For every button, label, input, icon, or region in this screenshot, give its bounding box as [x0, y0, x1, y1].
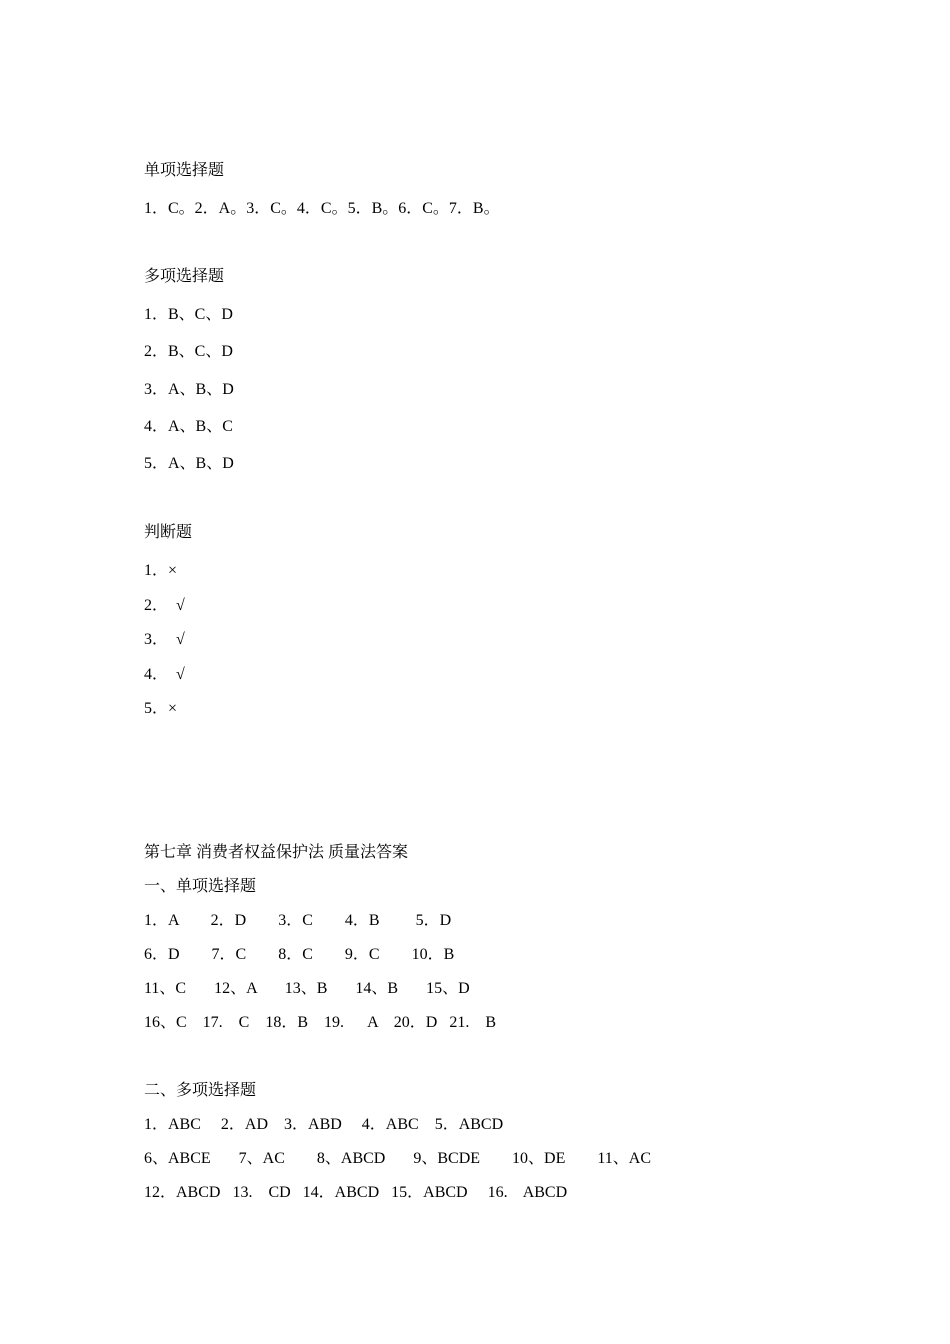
section-heading-single-choice: 单项选择题 [144, 162, 225, 179]
chapter-single-choice-row: 1．A 2．D 3．C 4．B 5．D [144, 912, 452, 929]
single-choice-answers: 1．C。2．A。3．C。4．C。5．B。6．C。7．B。 [144, 200, 500, 217]
chapter-single-choice-row: 6．D 7．C 8．C 9．C 10．B [144, 946, 455, 963]
chapter-multi-choice-row: 12．ABCD 13. CD 14．ABCD 15．ABCD 16. ABCD [144, 1184, 568, 1201]
true-false-answer: 2． √ [144, 597, 185, 614]
true-false-answer: 5．× [144, 700, 178, 717]
chapter-multi-choice-row: 1．ABC 2．AD 3．ABD 4．ABC 5．ABCD [144, 1116, 504, 1133]
chapter-single-choice-heading: 一、单项选择题 [144, 878, 257, 895]
true-false-answer: 4． √ [144, 666, 185, 683]
true-false-answer: 1．× [144, 562, 178, 579]
chapter-title: 第七章 消费者权益保护法 质量法答案 [144, 844, 409, 861]
multi-choice-answer: 4．A、B、C [144, 418, 233, 435]
chapter-multi-choice-row: 6、ABCE 7、AC 8、ABCD 9、BCDE 10、DE 11、AC [144, 1150, 651, 1167]
chapter-single-choice-row: 16、C 17. C 18．B 19. A 20．D 21. B [144, 1014, 497, 1031]
chapter-single-choice-row: 11、C 12、A 13、B 14、B 15、D [144, 980, 470, 997]
multi-choice-answer: 1．B、C、D [144, 306, 233, 323]
multi-choice-answer: 5．A、B、D [144, 455, 234, 472]
section-heading-true-false: 判断题 [144, 524, 193, 541]
true-false-answer: 3． √ [144, 631, 185, 648]
multi-choice-answer: 2．B、C、D [144, 343, 233, 360]
multi-choice-answer: 3．A、B、D [144, 381, 234, 398]
section-heading-multi-choice: 多项选择题 [144, 268, 225, 285]
chapter-multi-choice-heading: 二、多项选择题 [144, 1082, 257, 1099]
